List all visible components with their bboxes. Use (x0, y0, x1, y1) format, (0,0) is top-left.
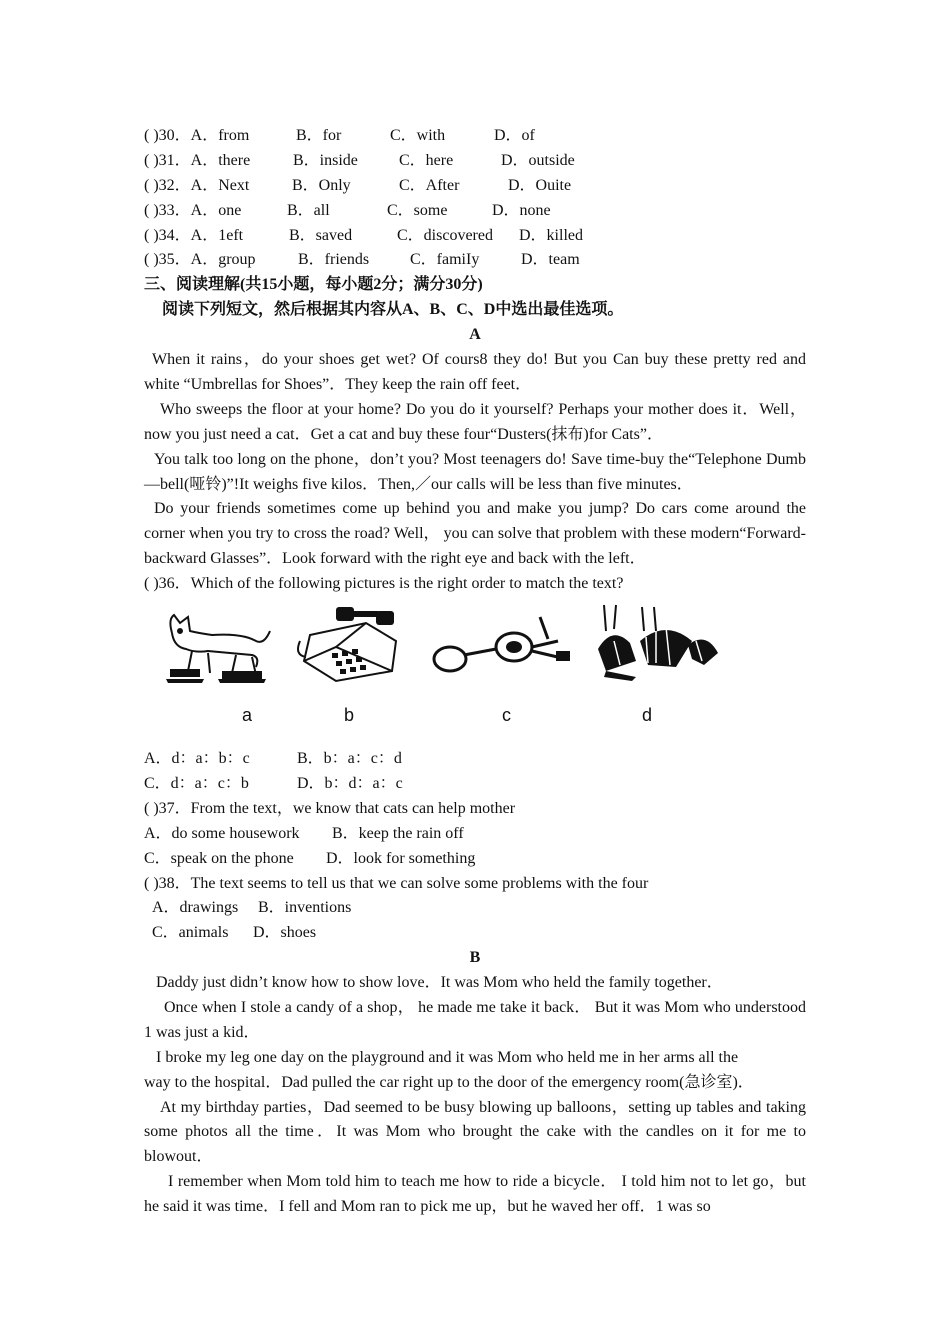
cloze-c: C．famiIy (410, 251, 480, 269)
passage-paragraph: Once when I stole a candy of a shop， he made me take it back． But it was Mom who understood 1 was just a kid． (144, 998, 806, 1041)
picture-label-b: b (344, 705, 355, 726)
cloze-a: ( )34．A．1eft (144, 226, 244, 244)
cloze-options (144, 124, 806, 273)
picture-label-a: a (242, 705, 253, 726)
picture-label-c: c (502, 705, 511, 726)
question-38-options-row-2 (144, 921, 806, 946)
cloze-a: ( )30．A．from (144, 127, 250, 144)
umbrellas-for-shoes-picture (596, 601, 720, 683)
cloze-row-35 (144, 248, 806, 273)
cat-duster-picture (152, 603, 272, 685)
passage-b-heading: B (469, 949, 481, 967)
option-a: A．do some housework (144, 824, 300, 842)
passage-b (144, 971, 806, 1220)
cloze-d: D．team (521, 251, 580, 269)
question-38-options-row-1 (144, 896, 806, 921)
section-title: 三、阅读理解(共15小题，每小题2分；满分30分) (144, 276, 483, 294)
cloze-c: C．here (399, 151, 454, 169)
question-36-pictures (144, 601, 806, 747)
cloze-a: ( )33．A．one (144, 201, 242, 219)
cloze-row-32 (144, 174, 806, 199)
question-37-stem: ( )37．From the text，we know that cats can help mother (144, 799, 516, 817)
cloze-a: ( )35．A．group (144, 251, 256, 269)
option-a: A．drawings (152, 899, 239, 917)
option-b: B．inventions (258, 899, 352, 917)
option-c: C．d：a：c：b (144, 774, 249, 792)
forward-backward-glasses-picture (428, 613, 574, 679)
cloze-b: B．inside (293, 151, 358, 169)
cloze-b: B．for (296, 127, 342, 144)
cloze-d: D．Ouite (508, 176, 572, 194)
passage-paragraph-line: way to the hospital．Dad pulled the car right up to the door of the emergency room(急诊室)． (144, 1073, 754, 1091)
passage-paragraph-line: I broke my leg one day on the playground and it was Mom who held me in her arms all the (156, 1048, 739, 1066)
cloze-a: ( )32．A．Next (144, 176, 250, 194)
passage-a-heading: A (469, 326, 481, 344)
cloze-b: B．saved (289, 226, 353, 244)
option-b: B．b：a：c：d (297, 750, 402, 768)
option-d: D．shoes (253, 924, 317, 942)
cloze-d: D．of (494, 127, 535, 144)
cloze-c: C．with (390, 127, 446, 144)
passage-paragraph: When it rains，do your shoes get wet? Of cours8 they do! But you Can buy these pretty red and white “Umbrellas for Shoes”．They keep the rain off feet． (144, 351, 806, 393)
telephone-dumbbell-picture (296, 601, 400, 685)
question-37-options-row-1 (144, 822, 806, 847)
passage-paragraph: Daddy just didn’t know how to show love．It was Mom who held the family together． (156, 974, 723, 992)
cloze-c: C．some (387, 201, 448, 219)
passage-paragraph: Who sweeps the floor at your home? Do you do it yourself? Perhaps your mother does it．Well，now you just need a cat．Get a cat and buy these four“Dusters(抹布)for Cats”． (144, 400, 807, 443)
question-36-options-row-2 (144, 772, 806, 797)
cloze-d: D．killed (519, 226, 583, 244)
cloze-row-31 (144, 149, 806, 174)
passage-paragraph: At my birthday parties，Dad seemed to be busy blowing up balloons，setting up tables and taking some photos all the time．It was Mom who brought the cake with the candles on it for me to blowout． (144, 1098, 806, 1166)
option-a: A．d：a：b：c (144, 750, 250, 768)
cloze-b: B．Only (292, 176, 351, 194)
option-c: C．speak on the phone (144, 849, 294, 867)
section-instruction: 阅读下列短文，然后根据其内容从A、B、C、D中选出最佳选项。 (162, 301, 624, 319)
cloze-c: C．discovered (397, 226, 493, 244)
passage-paragraph: You talk too long on the phone，don’t you? Most teenagers do! Save time-buy the“Telephone Dumb—bell(哑铃)”!It weighs five kilos．Then,／our calls will be less than five minutes． (144, 450, 806, 493)
cloze-row-30 (144, 124, 806, 149)
passage-paragraph: Do your friends sometimes come up behind you and make you jump? Do cars come around the corner when you try to cross the road? Well， you can solve that problem with these modern“Forward-backward Glasses”．Look forward with the right eye and back with the left． (144, 500, 806, 568)
cloze-row-34 (144, 224, 806, 249)
option-b: B．keep the rain off (332, 824, 464, 842)
cloze-c: C．After (399, 176, 460, 194)
cloze-row-33 (144, 199, 806, 224)
question-37-options-row-2 (144, 847, 806, 872)
exam-page (144, 124, 806, 1220)
cloze-a: ( )31．A．there (144, 151, 251, 169)
cloze-b: B．all (287, 201, 330, 219)
picture-label-d: d (642, 705, 653, 726)
option-d: D．look for something (326, 849, 476, 867)
question-38-stem: ( )38．The text seems to tell us that we can solve some problems with the four (144, 874, 649, 892)
passage-paragraph: I remember when Mom told him to teach me how to ride a bicycle． I told him not to let go，but he said it was time．I fell and Mom ran to pick me up，but he waved her off．1 was so (144, 1173, 807, 1216)
option-c: C．animals (152, 924, 229, 942)
cloze-b: B．friends (298, 251, 370, 269)
option-d: D．b：d：a：c (297, 774, 403, 792)
question-36-stem: ( )36．Which of the following pictures is the right order to match the text? (144, 575, 624, 593)
cloze-d: D．outside (501, 151, 575, 169)
passage-a (144, 348, 806, 572)
question-36-options-row-1 (144, 747, 806, 772)
cloze-d: D．none (492, 201, 551, 219)
